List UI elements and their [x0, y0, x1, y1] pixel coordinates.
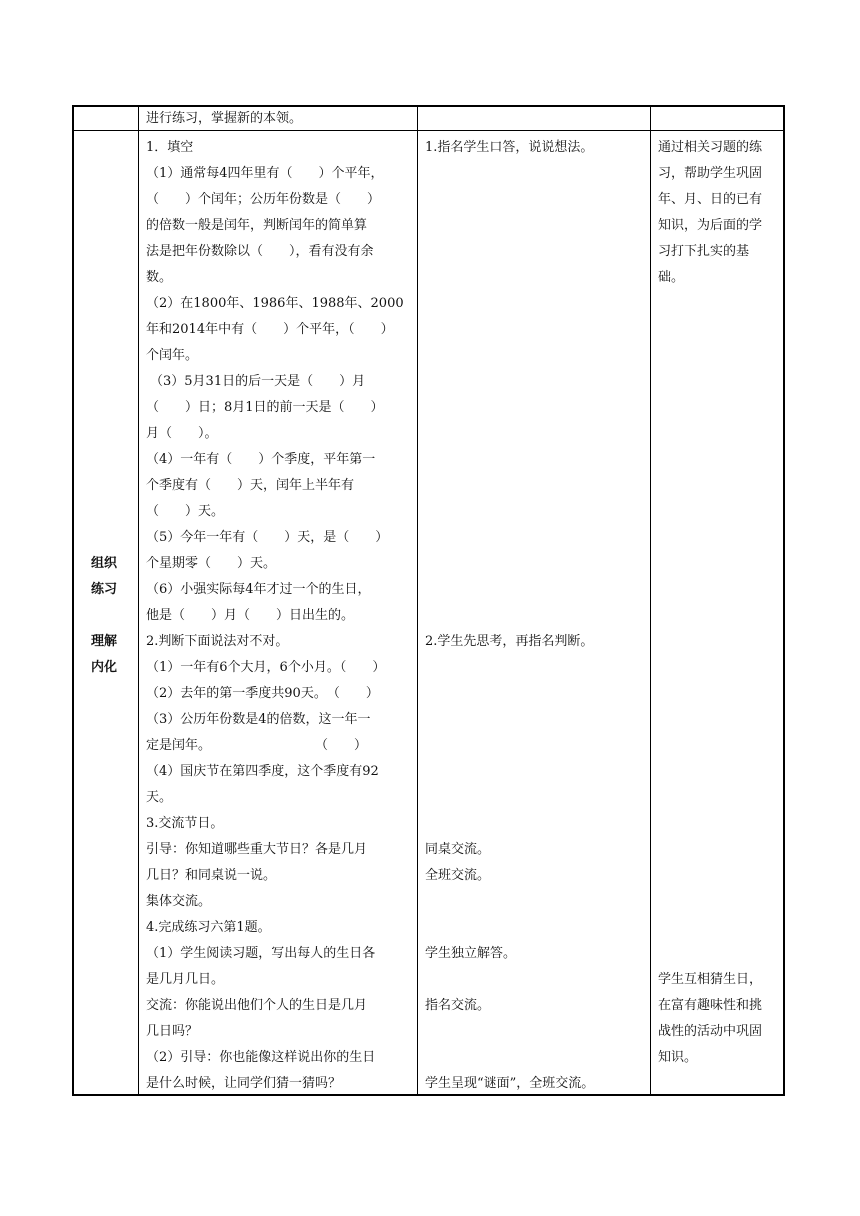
column-divider [138, 107, 139, 1094]
text-line: （3）公历年份数是4的倍数，这一年一 [146, 712, 371, 727]
text-line: 数。 [146, 270, 173, 285]
text-line: 的倍数一般是闰年，判断闰年的简单算 [146, 218, 368, 233]
text-line: 他是（ ）月（ ）日出生的。 [146, 608, 355, 623]
text-line: 2.学生先思考，再指名判断。 [425, 634, 594, 649]
text-line: （1）一年有6个大月，6个小月。（ ） [146, 660, 386, 675]
text-line: 交流：你能说出他们个人的生日是几月 [146, 998, 368, 1013]
text-line: 天。 [146, 790, 173, 805]
text-line: （ ）日；8月1日的前一天是（ ） [146, 400, 384, 415]
text-line: 年、月、日的已有 [658, 192, 763, 207]
text-line: （4）一年有（ ）个季度，平年第一 [146, 452, 376, 467]
text-line: 学生呈现“谜面”，全班交流。 [425, 1076, 595, 1091]
stage-label: 内化 [91, 660, 118, 675]
text-line: 法是把年份数除以（ ），看有没有余 [146, 244, 374, 259]
text-line: （ ）个闰年；公历年份数是（ ） [146, 192, 381, 207]
text-line: 个闰年。 [146, 348, 199, 363]
text-line: （2）去年的第一季度共90天。 （ ） [146, 686, 379, 701]
text-line: 几日吗？ [146, 1024, 199, 1039]
stage-label: 练习 [91, 582, 118, 597]
text-line: 1．填空 [146, 140, 194, 155]
stage-label: 组织 [91, 556, 118, 571]
column-divider [650, 107, 651, 1094]
text-line: 学生互相猜生日， [658, 972, 763, 987]
text-line: 集体交流。 [146, 894, 212, 909]
text-line: 1.指名学生口答，说说想法。 [425, 140, 594, 155]
text-line: 年和2014年中有（ ）个平年，（ ） [146, 322, 394, 337]
text-line: 个季度有（ ）天，闰年上半年有 [146, 478, 355, 493]
text-line: 习，帮助学生巩固 [658, 166, 763, 181]
text-line: 战性的活动中巩固 [658, 1024, 763, 1039]
text-line: 个星期零（ ）天。 [146, 556, 277, 571]
text-line: 知识。 [658, 1050, 698, 1065]
text-line: 是什么时候，让同学们猜一猜吗？ [146, 1076, 342, 1091]
text-line: （5）今年一年有（ ）天，是（ ） [146, 530, 389, 545]
text-line: 月（ ）。 [146, 426, 218, 441]
text-line: 学生独立解答。 [425, 946, 517, 961]
text-line: （4）国庆节在第四季度，这个季度有92 [146, 764, 379, 779]
stage-label: 理解 [91, 634, 118, 649]
text-line: （2）引导：你也能像这样说出你的生日 [146, 1050, 376, 1065]
text-line: 是几月几日。 [146, 972, 225, 987]
column-divider [417, 107, 418, 1094]
text-line: （1）通常每4四年里有（ ）个平年， [146, 166, 384, 181]
text-line: 2.判断下面说法对不对。 [146, 634, 289, 649]
text-line: 通过相关习题的练 [658, 140, 763, 155]
lesson-plan-table [72, 105, 785, 1096]
text-line: （ ）天。 [146, 504, 225, 519]
text-line: （2）在1800年、1986年、1988年、2000 [146, 296, 404, 311]
text-line: 础。 [658, 270, 685, 285]
text-line: 全班交流。 [425, 868, 491, 883]
text-line: 4.完成练习六第1题。 [146, 920, 271, 935]
text-line: 定是闰年。 （ ） [146, 738, 368, 753]
text-line: （6）小强实际每4年才过一个的生日， [146, 582, 371, 597]
previous-row-text: 进行练习，掌握新的本领。 [146, 111, 303, 126]
text-line: 引导：你知道哪些重大节日？各是几月 [146, 842, 368, 857]
text-line: （3）5月31日的后一天是（ ）月 [150, 374, 366, 389]
text-line: 几日？和同桌说一说。 [146, 868, 277, 883]
text-line: 指名交流。 [425, 998, 491, 1013]
text-line: （1）学生阅读习题，写出每人的生日各 [146, 946, 376, 961]
text-line: 同桌交流。 [425, 842, 491, 857]
text-line: 习打下扎实的基 [658, 244, 750, 259]
text-line: 知识，为后面的学 [658, 218, 763, 233]
text-line: 在富有趣味性和挑 [658, 998, 763, 1013]
text-line: 3.交流节日。 [146, 816, 224, 831]
